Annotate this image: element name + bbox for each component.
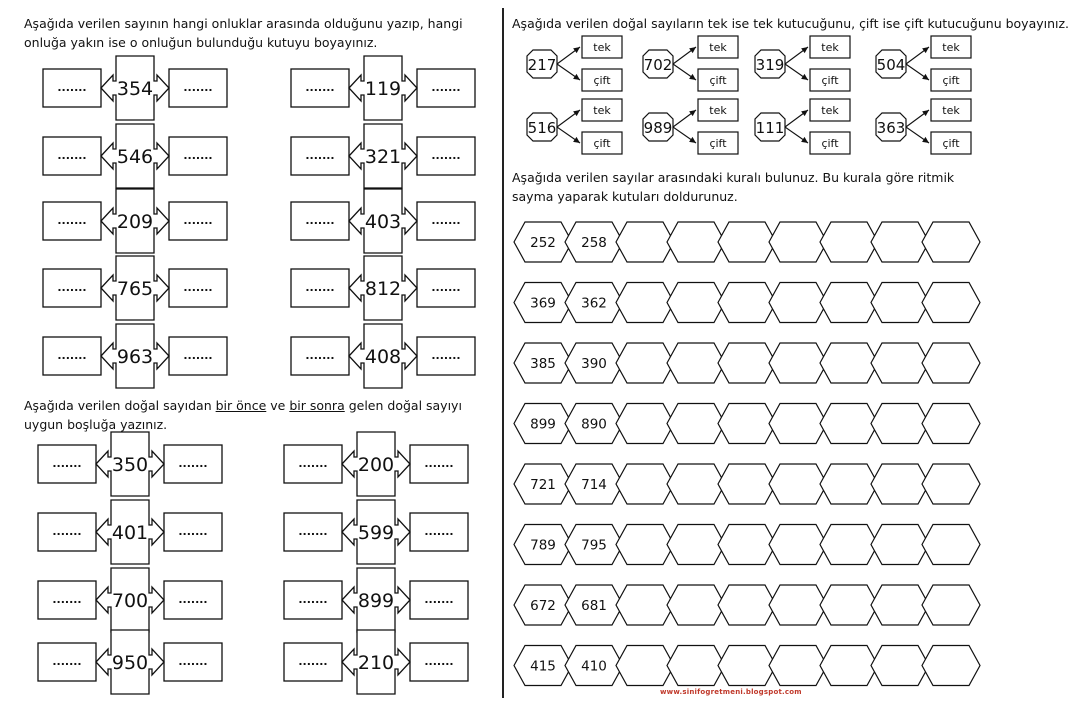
answer-placeholder-left: ....... xyxy=(305,214,335,227)
given-number: 599 xyxy=(357,521,395,544)
hexagon-cell[interactable] xyxy=(922,222,980,262)
given-value: 681 xyxy=(581,598,607,614)
answer-placeholder-left: ....... xyxy=(52,457,82,470)
hexagon-cell[interactable] xyxy=(922,585,980,625)
given-value: 890 xyxy=(581,416,607,433)
parity-number: 111 xyxy=(755,119,785,137)
given-number: 401 xyxy=(111,521,149,544)
section2-underlined-before: bir önce xyxy=(215,398,267,413)
given-number: 950 xyxy=(111,651,149,674)
hexagon-cell[interactable] xyxy=(820,343,878,383)
rhythm-row-1 xyxy=(514,222,980,262)
hexagon-cell[interactable] xyxy=(769,585,827,625)
hexagon-cell[interactable] xyxy=(922,343,980,383)
given-number: 700 xyxy=(111,589,149,612)
parity-number: 504 xyxy=(876,56,906,74)
hexagon-cell[interactable] xyxy=(922,525,980,565)
hexagon-cell[interactable] xyxy=(616,585,674,625)
hexagon-cell[interactable] xyxy=(718,525,776,565)
parity-number: 702 xyxy=(643,56,673,74)
given-number: 350 xyxy=(111,453,149,476)
given-value: 390 xyxy=(581,356,607,372)
answer-placeholder-left: ....... xyxy=(52,525,82,538)
section2-instruction-part3: gelen doğal sayıyı uygun boşluğa yazınız. xyxy=(24,398,462,432)
hexagon-cell[interactable] xyxy=(667,222,725,262)
answer-placeholder-right: ....... xyxy=(183,281,213,294)
hexagon-cell[interactable] xyxy=(616,404,674,444)
even-label: çift xyxy=(709,137,727,150)
odd-label: tek xyxy=(942,104,960,117)
odd-label: tek xyxy=(709,104,727,117)
given-number: 765 xyxy=(116,277,154,300)
answer-placeholder-left: ....... xyxy=(52,655,82,668)
hexagon-cell[interactable] xyxy=(871,525,929,565)
given-number: 210 xyxy=(357,651,395,674)
parity-number: 363 xyxy=(876,119,906,137)
hexagon-cell[interactable] xyxy=(667,283,725,323)
hexagon-cell[interactable] xyxy=(871,283,929,323)
odd-label: tek xyxy=(593,104,611,117)
answer-placeholder-right: ....... xyxy=(424,655,454,668)
even-label: çift xyxy=(821,137,839,150)
hexagon-cell[interactable] xyxy=(820,283,878,323)
given-number: 209 xyxy=(116,210,154,233)
hexagon-cell[interactable] xyxy=(616,646,674,686)
answer-placeholder-right: ....... xyxy=(424,525,454,538)
answer-placeholder-right: ....... xyxy=(178,593,208,606)
odd-label: tek xyxy=(821,41,839,54)
hexagon-cell[interactable] xyxy=(922,404,980,444)
answer-placeholder-left: ....... xyxy=(57,81,87,94)
answer-placeholder-left: ....... xyxy=(57,149,87,162)
hexagon-cell[interactable] xyxy=(820,404,878,444)
rhythm-row-6 xyxy=(514,525,980,565)
given-number: 963 xyxy=(116,345,154,368)
even-label: çift xyxy=(593,137,611,150)
given-number: 408 xyxy=(364,345,402,368)
hexagon-cell[interactable] xyxy=(718,585,776,625)
answer-placeholder-right: ....... xyxy=(178,655,208,668)
hexagon-cell[interactable] xyxy=(922,464,980,504)
answer-placeholder-left: ....... xyxy=(57,349,87,362)
hexagon-cell[interactable] xyxy=(871,343,929,383)
hexagon-cell[interactable] xyxy=(922,646,980,686)
hexagon-cell[interactable] xyxy=(769,343,827,383)
hexagon-cell[interactable] xyxy=(616,222,674,262)
given-number: 812 xyxy=(364,277,402,300)
rhythm-row-5 xyxy=(514,464,980,504)
hexagon-cell[interactable] xyxy=(871,404,929,444)
given-value: 789 xyxy=(530,537,556,554)
hexagon-cell[interactable] xyxy=(769,222,827,262)
odd-label: tek xyxy=(593,41,611,54)
answer-placeholder-left: ....... xyxy=(305,81,335,94)
odd-label: tek xyxy=(942,41,960,54)
given-value: 362 xyxy=(581,295,607,312)
hexagon-cell[interactable] xyxy=(922,283,980,323)
hexagon-cell[interactable] xyxy=(667,343,725,383)
hexagon-cell[interactable] xyxy=(820,646,878,686)
given-number: 403 xyxy=(364,210,402,233)
given-number: 354 xyxy=(116,77,154,100)
given-value: 721 xyxy=(530,477,556,493)
even-label: çift xyxy=(942,74,960,87)
answer-placeholder-left: ....... xyxy=(52,593,82,606)
given-value: 795 xyxy=(581,537,607,554)
rhythm-row-2 xyxy=(514,283,980,323)
hexagon-cell[interactable] xyxy=(616,283,674,323)
hexagon-cell[interactable] xyxy=(718,404,776,444)
answer-placeholder-right: ....... xyxy=(183,149,213,162)
answer-placeholder-left: ....... xyxy=(298,457,328,470)
answer-placeholder-right: ....... xyxy=(431,81,461,94)
rhythm-row-3 xyxy=(514,343,980,383)
answer-placeholder-left: ....... xyxy=(298,655,328,668)
answer-placeholder-right: ....... xyxy=(431,149,461,162)
given-number: 899 xyxy=(357,589,395,612)
answer-placeholder-left: ....... xyxy=(57,214,87,227)
answer-placeholder-right: ....... xyxy=(183,81,213,94)
given-number: 546 xyxy=(116,145,154,168)
section3-instruction: Aşağıda verilen doğal sayıların tek ise tek kutucuğunu, çift ise çift kutucuğunu boyayınız. xyxy=(512,16,1069,31)
given-value: 899 xyxy=(530,416,556,433)
answer-placeholder-left: ....... xyxy=(298,593,328,606)
parity-number: 989 xyxy=(643,119,673,137)
hexagon-cell[interactable] xyxy=(769,525,827,565)
given-value: 369 xyxy=(530,295,556,312)
hexagon-cell[interactable] xyxy=(718,283,776,323)
hexagon-cell[interactable] xyxy=(718,464,776,504)
answer-placeholder-left: ....... xyxy=(305,349,335,362)
given-number: 200 xyxy=(357,453,395,476)
rhythm-row-8 xyxy=(514,646,980,686)
hexagon-cell[interactable] xyxy=(769,404,827,444)
answer-placeholder-right: ....... xyxy=(183,214,213,227)
hexagon-cell[interactable] xyxy=(769,464,827,504)
answer-placeholder-left: ....... xyxy=(305,281,335,294)
even-label: çift xyxy=(821,74,839,87)
hexagon-cell[interactable] xyxy=(820,464,878,504)
parity-number: 516 xyxy=(527,119,557,137)
hexagon-cell[interactable] xyxy=(871,222,929,262)
hexagon-cell[interactable] xyxy=(769,646,827,686)
section2-instruction-part1: Aşağıda verilen doğal sayıdan xyxy=(24,398,216,413)
section2-instruction-part2: ve xyxy=(266,398,290,413)
rhythm-row-7 xyxy=(514,585,980,625)
hexagon-cell[interactable] xyxy=(667,585,725,625)
answer-placeholder-right: ....... xyxy=(183,349,213,362)
hexagon-cell[interactable] xyxy=(667,646,725,686)
odd-label: tek xyxy=(821,104,839,117)
hexagon-cell[interactable] xyxy=(667,525,725,565)
hexagon-cell[interactable] xyxy=(718,222,776,262)
even-label: çift xyxy=(593,74,611,87)
parity-number: 319 xyxy=(755,56,785,74)
section4-instruction: Aşağıda verilen sayılar arasındaki kuralı bulunuz. Bu kurala göre ritmik sayma yaparak kutuları doldurunuz. xyxy=(512,170,955,204)
answer-placeholder-left: ....... xyxy=(298,525,328,538)
hexagon-cell[interactable] xyxy=(616,464,674,504)
hexagon-cell[interactable] xyxy=(616,343,674,383)
answer-placeholder-right: ....... xyxy=(178,457,208,470)
even-label: çift xyxy=(942,137,960,150)
section1-instruction: Aşağıda verilen sayının hangi onluklar arasında olduğunu yazıp, hangi onluğa yakın ise o onluğun bulunduğu kutuyu boyayınız. xyxy=(24,16,463,50)
hexagon-cell[interactable] xyxy=(616,525,674,565)
hexagon-cell[interactable] xyxy=(820,585,878,625)
hexagon-cell[interactable] xyxy=(820,222,878,262)
hexagon-cell[interactable] xyxy=(769,283,827,323)
given-value: 714 xyxy=(581,477,607,493)
watermark: www.sinifogretmeni.blogspot.com xyxy=(660,688,802,696)
hexagon-cell[interactable] xyxy=(667,404,725,444)
answer-placeholder-right: ....... xyxy=(431,349,461,362)
given-value: 385 xyxy=(530,356,556,372)
hexagon-cell[interactable] xyxy=(718,343,776,383)
hexagon-cell[interactable] xyxy=(820,525,878,565)
even-label: çift xyxy=(709,74,727,87)
given-value: 252 xyxy=(530,235,556,251)
hexagon-cell[interactable] xyxy=(718,646,776,686)
answer-placeholder-right: ....... xyxy=(178,525,208,538)
odd-label: tek xyxy=(709,41,727,54)
answer-placeholder-right: ....... xyxy=(424,593,454,606)
given-value: 672 xyxy=(530,598,556,614)
given-number: 119 xyxy=(364,77,402,100)
hexagon-cell[interactable] xyxy=(871,585,929,625)
given-value: 410 xyxy=(581,658,607,675)
answer-placeholder-right: ....... xyxy=(424,457,454,470)
answer-placeholder-right: ....... xyxy=(431,214,461,227)
answer-placeholder-left: ....... xyxy=(305,149,335,162)
parity-number: 217 xyxy=(527,56,557,74)
answer-placeholder-left: ....... xyxy=(57,281,87,294)
hexagon-cell[interactable] xyxy=(667,464,725,504)
answer-placeholder-right: ....... xyxy=(431,281,461,294)
given-value: 258 xyxy=(581,235,607,251)
rhythm-row-4 xyxy=(514,404,980,444)
given-number: 321 xyxy=(364,145,402,168)
hexagon-cell[interactable] xyxy=(871,646,929,686)
section2-underlined-after: bir sonra xyxy=(289,398,345,413)
hexagon-cell[interactable] xyxy=(871,464,929,504)
given-value: 415 xyxy=(530,658,556,675)
